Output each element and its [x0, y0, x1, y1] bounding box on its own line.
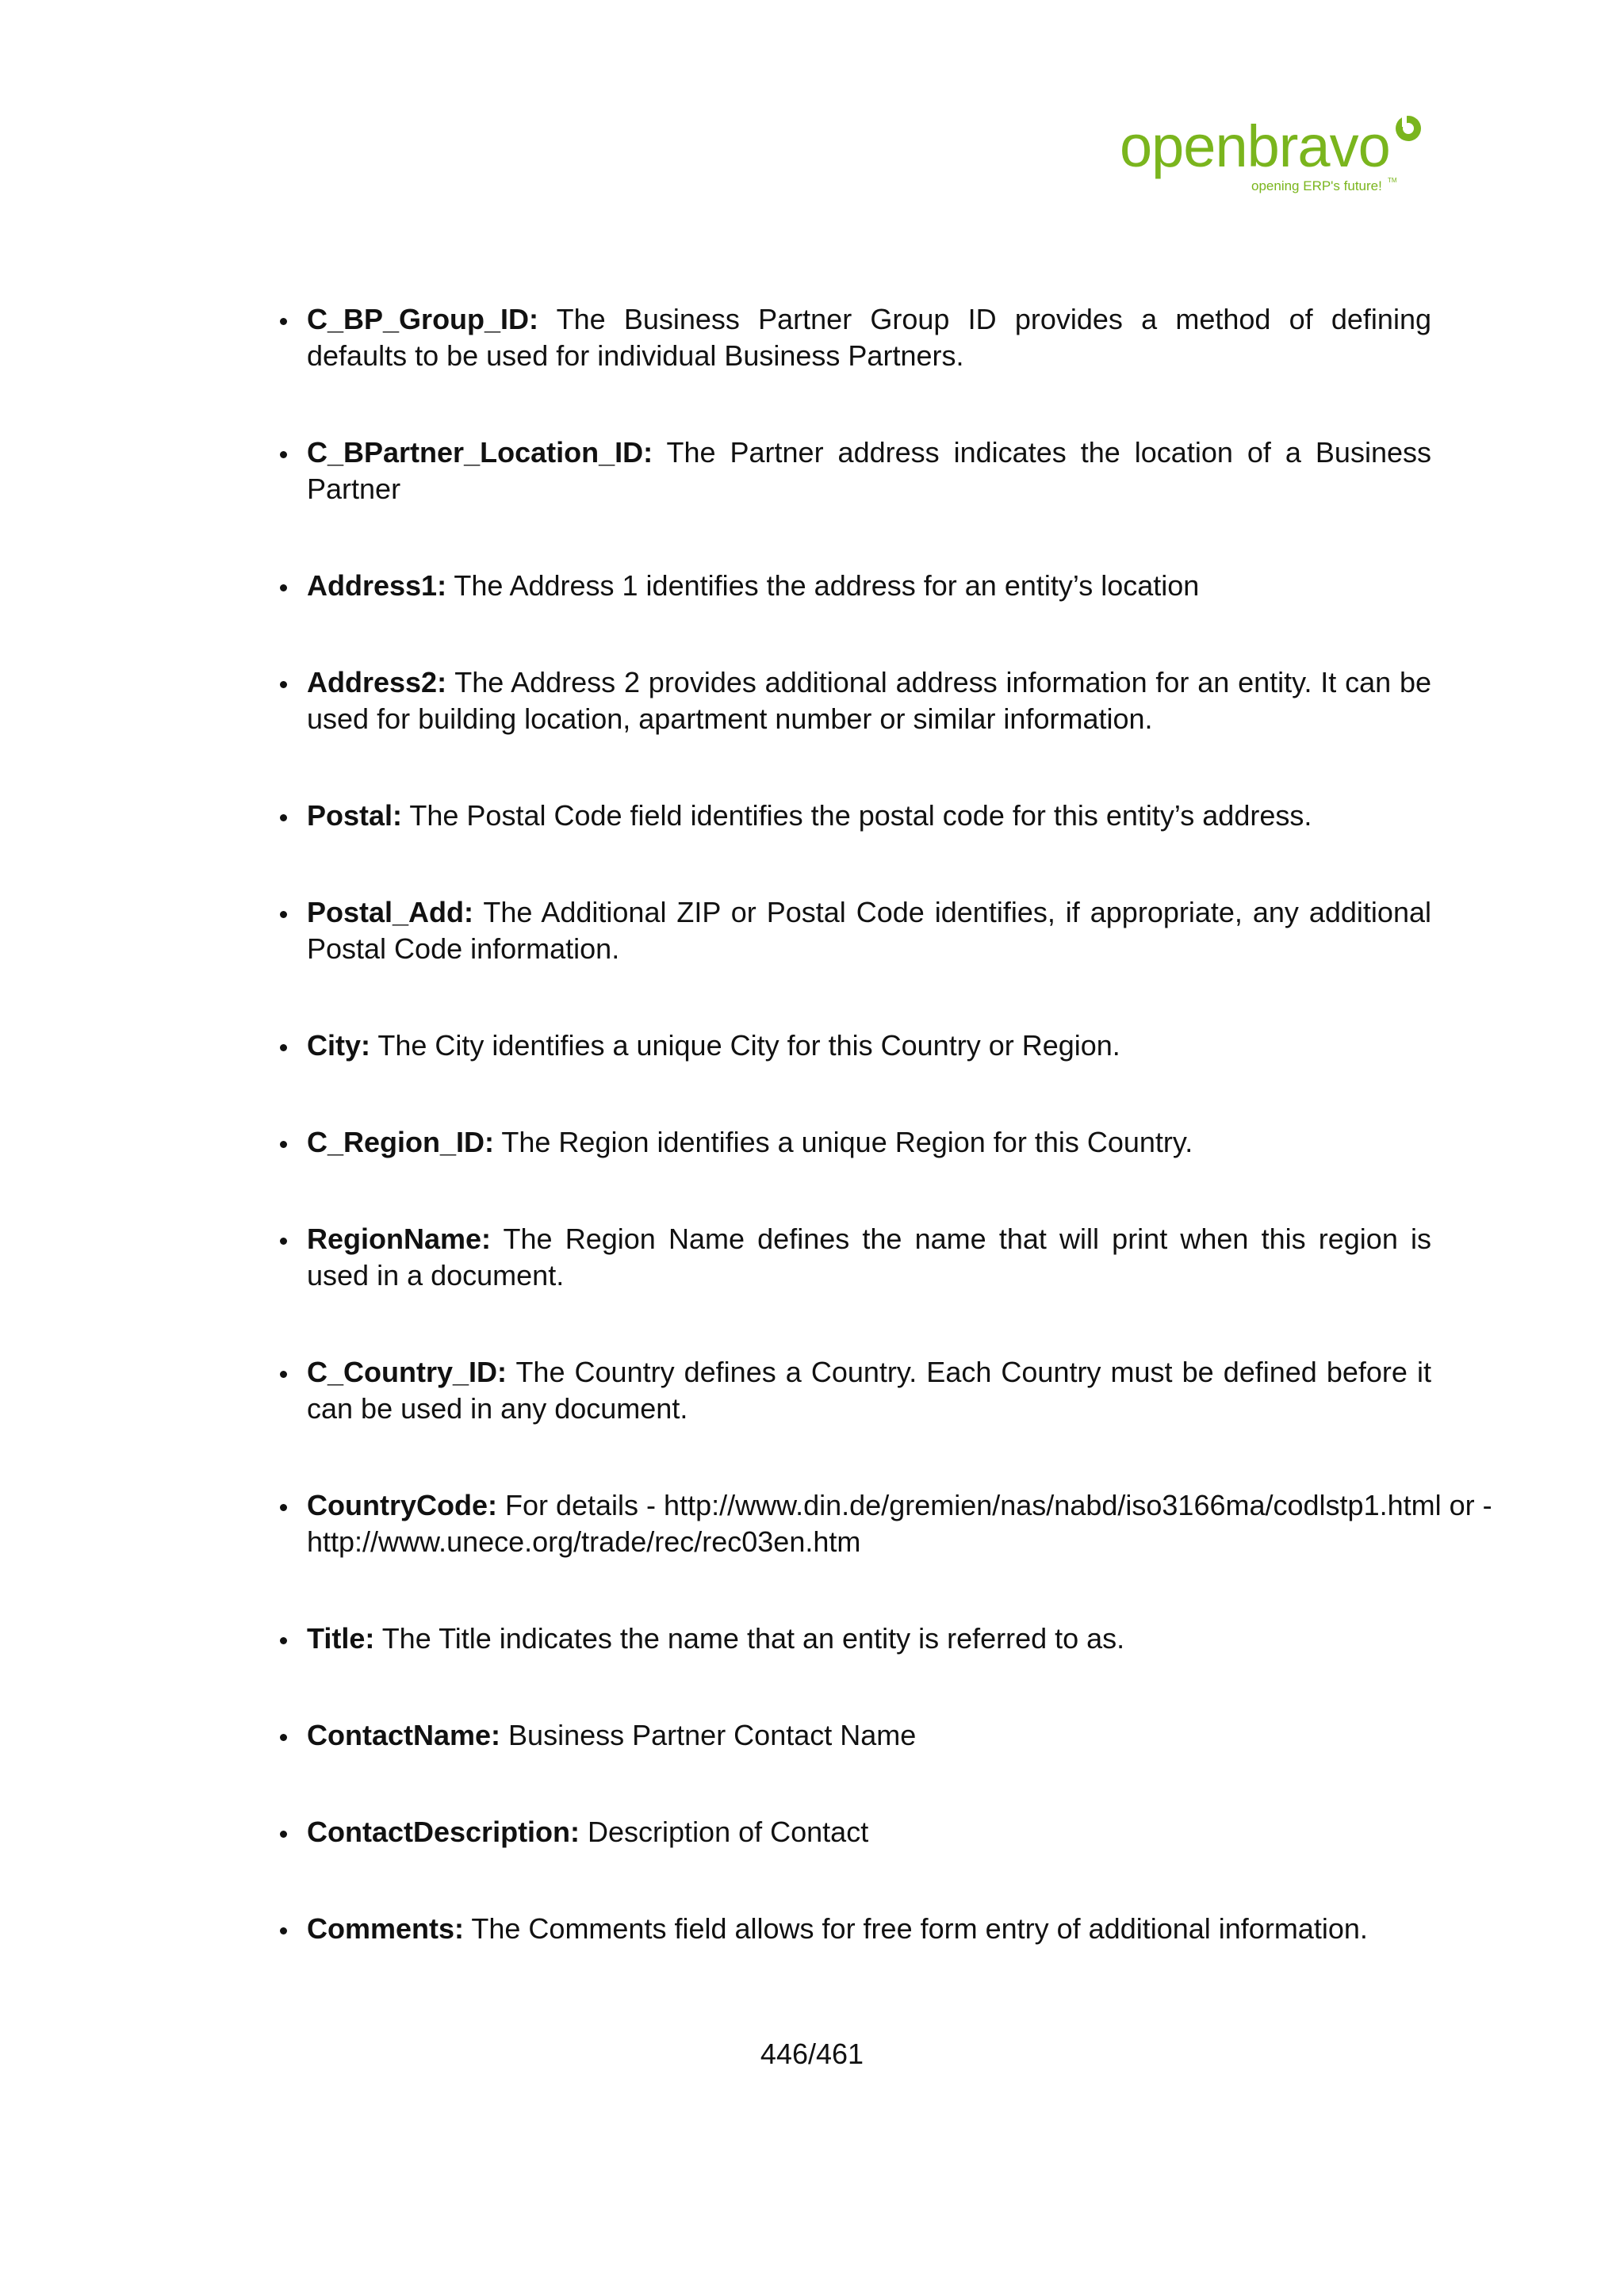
list-item: [274, 434, 1431, 507]
field-description: The Region Name defines the name that will print when this region is used in a document.: [307, 1223, 1431, 1292]
field-term: Address1:: [307, 569, 447, 602]
field-term: CountryCode:: [307, 1489, 497, 1521]
field-description: The Postal Code field identifies the postal code for this entity’s address.: [402, 799, 1312, 832]
field-term: Postal_Add:: [307, 896, 474, 928]
field-description: The Address 1 identifies the address for an entity’s location: [446, 569, 1200, 602]
list-item: [274, 1124, 1431, 1161]
field-term: Title:: [307, 1622, 375, 1655]
field-description: The Title indicates the name that an entity is referred to as.: [374, 1622, 1125, 1655]
field-description: Description of Contact: [580, 1816, 869, 1848]
list-item: [274, 1911, 1431, 1947]
field-term: ContactDescription:: [307, 1816, 580, 1848]
definitions-content: [274, 301, 1492, 1947]
bullet-icon: [280, 1637, 287, 1644]
field-term: Postal:: [307, 799, 403, 832]
field-term: C_BP_Group_ID:: [307, 303, 539, 335]
list-item: [274, 1221, 1431, 1294]
openbravo-logo-graphic: [1110, 109, 1443, 205]
bullet-icon: [280, 1831, 287, 1838]
field-term: RegionName:: [307, 1223, 492, 1255]
openbravo-logo: [1110, 109, 1443, 205]
bullet-icon: [280, 681, 287, 688]
field-description: The Partner address indicates the location of a Business Partner: [307, 436, 1431, 505]
field-definition-list: [274, 301, 1492, 1947]
list-item: [274, 301, 1431, 374]
logo-tagline: opening ERP's future!: [1251, 178, 1382, 193]
field-term: C_Region_ID:: [307, 1126, 495, 1158]
field-description: Business Partner Contact Name: [500, 1719, 917, 1751]
list-item: [274, 664, 1431, 737]
bullet-icon: [280, 814, 287, 821]
bullet-icon: [280, 1371, 287, 1378]
list-item: [274, 1621, 1431, 1657]
field-description: The Address 2 provides additional address information for an entity. It can be used for building location, apartment number or similar information.: [307, 666, 1431, 735]
list-item: [274, 1027, 1431, 1064]
list-item: [274, 568, 1431, 604]
field-description: The Region identifies a unique Region for this Country.: [494, 1126, 1193, 1158]
bullet-icon: [280, 451, 287, 458]
list-item: [274, 1487, 1520, 1560]
bullet-icon: [280, 1734, 287, 1741]
page-number: 446/461: [760, 2038, 864, 2070]
field-description: The City identifies a unique City for this Country or Region.: [370, 1029, 1120, 1062]
field-description: The Additional ZIP or Postal Code identifies, if appropriate, any additional Postal Code information.: [307, 896, 1431, 965]
list-item: [274, 1354, 1431, 1427]
field-description: The Business Partner Group ID provides a method of defining defaults to be used for individual Business Partners.: [307, 303, 1431, 372]
field-term: Comments:: [307, 1912, 465, 1945]
field-term: ContactName:: [307, 1719, 501, 1751]
bullet-icon: [280, 1504, 287, 1511]
list-item: [274, 798, 1431, 834]
list-item: [274, 894, 1431, 967]
field-term: Address2:: [307, 666, 447, 698]
field-term: C_Country_ID:: [307, 1356, 508, 1388]
bullet-icon: [280, 1044, 287, 1051]
field-description: For details - http://www.din.de/gremien/nas/nabd/iso3166ma/codlstp1.html or - http://www.unece.org/trade/rec/rec03en.htm: [307, 1489, 1492, 1558]
field-description: The Comments field allows for free form entry of additional information.: [464, 1912, 1368, 1945]
bullet-icon: [280, 1927, 287, 1934]
list-item: [274, 1717, 1431, 1754]
bullet-icon: [280, 911, 287, 918]
bullet-icon: [280, 1238, 287, 1245]
bullet-icon: [280, 318, 287, 325]
logo-trademark: TM: [1388, 177, 1397, 184]
field-term: City:: [307, 1029, 370, 1062]
logo-wordmark: openbravo: [1120, 113, 1390, 179]
bullet-icon: [280, 1141, 287, 1148]
logo-swirl-icon: [1396, 111, 1421, 141]
field-description: The Country defines a Country. Each Country must be defined before it can be used in any document.: [307, 1356, 1431, 1425]
field-term: C_BPartner_Location_ID:: [307, 436, 653, 469]
list-item: [274, 1814, 1431, 1850]
bullet-icon: [280, 584, 287, 591]
